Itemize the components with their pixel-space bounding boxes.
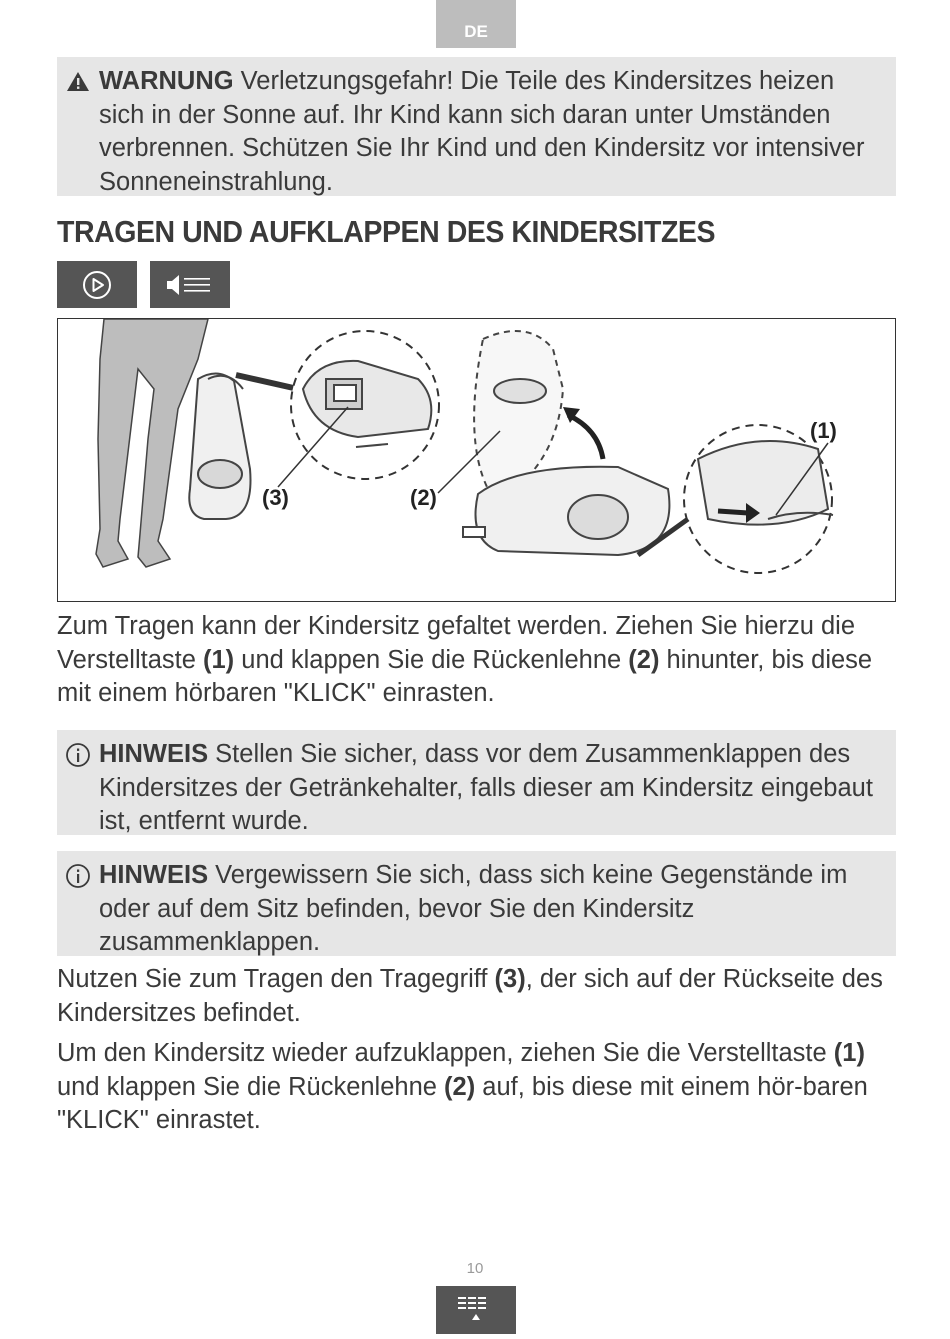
warning-label: WARNUNG xyxy=(99,67,234,95)
para2-text-2: , der sich auf der Rückseite des Kindersitzes befindet. xyxy=(57,965,883,1027)
para3-ref-2: (2) xyxy=(444,1072,476,1101)
warning-box xyxy=(57,57,896,196)
para3-text-2: und klappen Sie die Rückenlehne xyxy=(57,1072,445,1101)
person-illustration xyxy=(96,319,208,567)
play-circle-icon xyxy=(81,269,113,301)
para3-ref-1: (1) xyxy=(833,1039,865,1067)
folded-seat-illustration xyxy=(189,373,250,519)
rotate-arrow-icon xyxy=(568,415,603,459)
paragraph-fold xyxy=(57,610,902,711)
section-title: TRAGEN UND AUFKLAPPEN DES KINDERSITZES xyxy=(57,214,716,249)
note1-label: HINWEIS xyxy=(99,740,209,768)
info-icon xyxy=(65,863,91,889)
video-button[interactable] xyxy=(57,261,137,308)
figure-illustration xyxy=(58,319,894,600)
warning-triangle-icon xyxy=(65,69,91,95)
note2-label: HINWEIS xyxy=(99,861,209,889)
para3-text-1: Um den Kindersitz wieder aufzuklappen, ziehen Sie die Verstelltaste xyxy=(57,1039,834,1067)
para1-text-1: Zum Tragen kann der Kindersitz gefaltet werden. Ziehen Sie hierzu die Verstelltaste xyxy=(57,612,856,674)
note-box-objects xyxy=(57,851,896,956)
figure-label-3: (3) xyxy=(262,485,289,510)
note2-text: Vergewissern Sie sich, dass sich keine Gegenstände im oder auf dem Sitz befinden, bevor Sie den Kindersitz zusammenklappen. xyxy=(99,861,848,956)
table-of-contents-icon xyxy=(436,1286,516,1334)
para1-text-3: hinunter, bis diese mit einem hörbaren "KLICK" einrasten. xyxy=(57,645,873,707)
para1-ref-1: (1) xyxy=(203,645,235,674)
language-tab xyxy=(436,0,516,48)
seat-illustration xyxy=(463,331,669,555)
page-number: 10 xyxy=(466,1260,484,1277)
figure-label-1: (1) xyxy=(810,418,837,443)
para1-ref-2: (2) xyxy=(628,645,660,674)
para3-text-3: auf, bis diese mit einem hör-baren "KLICK" einrastet. xyxy=(57,1072,868,1134)
paragraph-carry xyxy=(57,963,902,1030)
warning-text: Verletzungsgefahr! Die Teile des Kindersitzes heizen sich in der Sonne auf. Ihr Kind kann sich daran unter Umständen verbrennen. Schützen Sie Ihr Kind und den Kindersitz vor intensiver Sonneneinstrahlung. xyxy=(99,67,865,196)
speaker-list-icon xyxy=(165,272,215,298)
audio-button[interactable] xyxy=(150,261,230,308)
para2-text-1: Nutzen Sie zum Tragen den Tragegriff xyxy=(57,965,495,993)
instruction-figure xyxy=(57,318,896,602)
language-label: DE xyxy=(464,22,488,41)
note-box-cupholder xyxy=(57,730,896,835)
para2-ref-1: (3) xyxy=(494,965,526,993)
para1-text-2: und klappen Sie die Rückenlehne xyxy=(234,645,629,674)
paragraph-unfold xyxy=(57,1037,902,1138)
info-icon xyxy=(65,742,91,768)
table-of-contents-button[interactable] xyxy=(436,1286,516,1334)
figure-label-2: (2) xyxy=(410,485,437,510)
note1-text: Stellen Sie sicher, dass vor dem Zusammenklappen des Kindersitzes der Getränkehalter, falls dieser am Kindersitz eingebaut ist, entfernt wurde. xyxy=(99,740,873,835)
push-arrow-icon xyxy=(718,511,748,513)
